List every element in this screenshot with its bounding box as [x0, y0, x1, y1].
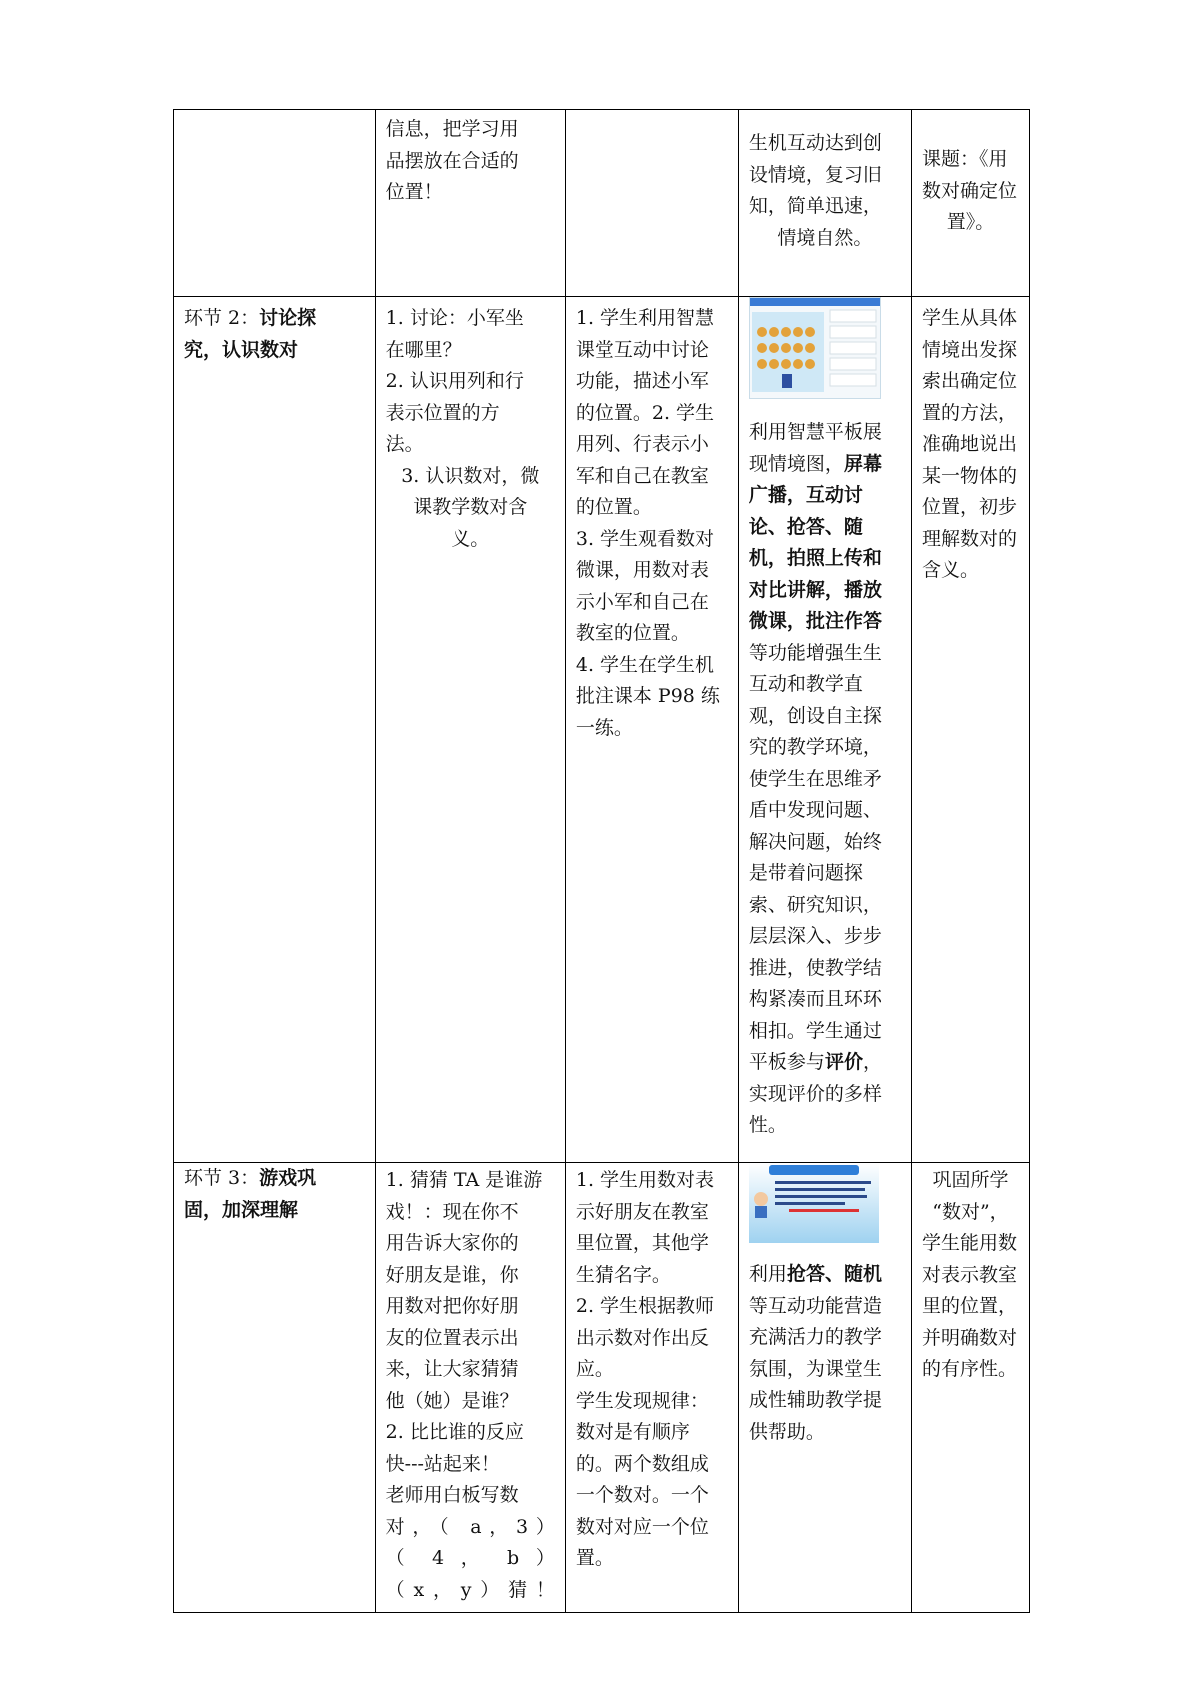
text-line: 1. 猜猜 TA 是谁游	[385, 1169, 543, 1191]
text-line: 出示数对作出反	[575, 1326, 709, 1349]
text-line: 法。	[385, 433, 424, 455]
text-line: 应。	[575, 1358, 614, 1380]
goal-cell	[911, 297, 1029, 1163]
text-line: 老师用白板写数	[385, 1484, 519, 1506]
text-line: 教室的位置。	[575, 622, 690, 644]
text-fragment: 平板参与	[748, 1051, 825, 1073]
teacher-activity-cell	[375, 110, 565, 297]
text-line: 究的教学环境，	[748, 736, 882, 758]
text-line: 表示位置的方	[385, 401, 500, 424]
phase-number: 环节 3：	[184, 1167, 260, 1189]
text-line: 构紧凑而且环环	[748, 988, 882, 1010]
text-line: 1. 学生用数对表	[575, 1169, 715, 1191]
text-line: “数对”，	[932, 1200, 1009, 1223]
text-line: （ 4 ， b ）	[385, 1547, 555, 1569]
design-intent-cell	[738, 1163, 911, 1613]
text-line: 情境自然。	[777, 226, 873, 249]
bold-fragment: 评价	[824, 1051, 863, 1073]
text-line: 2. 比比谁的反应	[385, 1421, 524, 1443]
text-line: 巩固所学	[932, 1169, 1009, 1191]
text-line: 用告诉大家你的	[385, 1232, 519, 1254]
table-row	[174, 110, 1030, 297]
text-line: 观，创设自主探	[748, 704, 882, 727]
text-line: 生猜名字。	[575, 1263, 671, 1286]
text-line: 置》。	[946, 211, 995, 233]
text-fragment: ，	[862, 1051, 882, 1073]
bold-fragment: 对比讲解，	[748, 578, 844, 601]
text-line: 是带着问题探	[748, 862, 863, 884]
text-line: 快---站起来！	[385, 1452, 500, 1475]
text-line: 示小军和自己在	[575, 590, 709, 613]
teacher-activity-cell	[375, 297, 565, 1163]
text-line: （x，y）猜！	[385, 1578, 555, 1601]
bold-fragment: 屏幕	[843, 452, 882, 475]
game-slide-image	[749, 1163, 879, 1243]
text-line: 并明确数对	[921, 1326, 1017, 1349]
text-line: 位置！	[385, 181, 443, 203]
text-line: 数对是有顺序	[575, 1421, 690, 1443]
classroom-seating-image	[750, 298, 880, 398]
text-line: 好朋友是谁，你	[385, 1263, 519, 1286]
text-line: 来，让大家猜猜	[385, 1358, 519, 1380]
lesson-plan-table	[173, 109, 1030, 1613]
text-line: 用数对把你好朋	[385, 1295, 519, 1317]
bold-fragment: 微课，	[748, 610, 806, 632]
text-line: 数对确定位	[921, 179, 1017, 202]
text-line: 理解数对的	[921, 527, 1017, 550]
phase-title-part: 究，认识数对	[184, 338, 299, 361]
bold-line: 机，拍照上传和	[748, 547, 882, 569]
text-line: 准确地说出	[921, 433, 1017, 455]
text-line: 等互动功能营造	[748, 1294, 882, 1317]
text-line: 层层深入、步步	[748, 925, 882, 947]
text-line: 1. 讨论：小军坐	[385, 307, 524, 329]
bold-line: 广播，互动讨	[748, 484, 863, 506]
bold-line: 论、抢答、随	[748, 515, 863, 538]
text-line: 义。	[451, 527, 490, 550]
text-line: 军和自己在教室	[575, 464, 709, 487]
phase-number: 环节 2：	[184, 307, 260, 329]
text-line: 性。	[748, 1114, 787, 1136]
student-activity-cell-empty	[565, 110, 738, 297]
goal-cell	[911, 1163, 1029, 1613]
phase-2-cell	[174, 297, 376, 1163]
text-line: 3. 学生观看数对	[575, 527, 715, 550]
goal-cell	[911, 110, 1029, 297]
text-line: 情境出发探	[921, 338, 1017, 361]
text-line: 数对对应一个位	[575, 1515, 709, 1538]
phase-title-part: 游戏巩	[259, 1167, 317, 1189]
phase-title-part: 讨论探	[259, 307, 317, 329]
text-line: 一练。	[575, 716, 633, 739]
text-line: 含义。	[921, 559, 979, 581]
text-line: 相扣。学生通过	[748, 1019, 882, 1042]
text-line: 实现评价的多样	[748, 1082, 882, 1105]
text-line: 4. 学生在学生机	[575, 653, 715, 676]
text-line: 信息，把学习用	[385, 118, 519, 140]
text-line: 的有序性。	[921, 1358, 1017, 1380]
text-line: 索出确定位	[921, 370, 1017, 392]
text-line: 推进，使教学结	[748, 956, 882, 979]
table-row	[174, 297, 1030, 1163]
text-line: 氛围，为课堂生	[748, 1357, 882, 1380]
text-line: 里的位置，	[921, 1295, 1017, 1317]
text-line: 解决问题，始终	[748, 830, 882, 853]
text-line: 2. 认识用列和行	[385, 370, 524, 392]
game-slide-thumbnail	[749, 1163, 879, 1243]
student-activity-cell	[565, 297, 738, 1163]
text-line: 学生从具体	[921, 307, 1017, 329]
text-line: 学生发现规律：	[575, 1389, 709, 1412]
text-line: 用列、行表示小	[575, 433, 709, 455]
text-line: 他（她）是谁？	[385, 1389, 519, 1412]
text-line: 某一物体的	[921, 464, 1017, 487]
design-intent-cell	[738, 297, 911, 1163]
text-line: 盾中发现问题、	[748, 799, 882, 821]
text-line: 课堂互动中讨论	[575, 338, 709, 361]
text-line: 位置，初步	[921, 496, 1017, 518]
phase-title-part: 固，加深理解	[184, 1198, 299, 1221]
phase-cell-empty	[174, 110, 376, 297]
text-line: 设情境，复习旧	[748, 163, 882, 186]
text-line: 置的方法，	[921, 401, 1017, 424]
text-line: 戏！：现在你不	[385, 1200, 519, 1223]
text-line: 等功能增强生生	[748, 641, 882, 664]
design-intent-cell	[738, 110, 911, 297]
text-line: 2. 学生根据教师	[575, 1295, 715, 1317]
phase-3-cell	[174, 1163, 376, 1613]
student-activity-cell	[565, 1163, 738, 1613]
text-line: 友的位置表示出	[385, 1326, 519, 1349]
text-line: 充满活力的教学	[748, 1326, 882, 1348]
bold-fragment: 批注作答	[805, 610, 882, 632]
text-line: 功能，描述小军	[575, 370, 709, 392]
text-line: 学生能用数	[921, 1232, 1017, 1254]
table-row	[174, 1163, 1030, 1613]
text-line: 利用智慧平板展	[748, 421, 882, 443]
text-line: 供帮助。	[748, 1420, 825, 1443]
text-line: 课题：《用	[921, 148, 1008, 170]
text-line: 的位置。2. 学生	[575, 401, 715, 424]
text-line: 对表示教室	[921, 1263, 1017, 1286]
text-line: 在哪里？	[385, 338, 462, 361]
teacher-activity-cell	[375, 1163, 565, 1613]
text-line: 微课，用数对表	[575, 559, 709, 581]
text-line: 1. 学生利用智慧	[575, 307, 715, 329]
text-line: 索、研究知识，	[748, 893, 882, 916]
text-line: 一个数对。一个	[575, 1484, 709, 1506]
text-line: 课教学数对含	[413, 496, 528, 518]
text-line: 对，（ a，3）	[385, 1515, 555, 1538]
text-line: 置。	[575, 1547, 614, 1569]
text-line: 里位置，其他学	[575, 1232, 709, 1254]
text-line: 3. 认识数对，微	[401, 464, 540, 487]
text-line: 的位置。	[575, 496, 652, 518]
text-fragment: 现情境图，	[748, 452, 844, 475]
tablet-screenshot-thumbnail	[749, 297, 881, 399]
text-line: 批注课本 P98 练	[575, 685, 720, 707]
text-line: 的。两个数组成	[575, 1452, 709, 1475]
text-line: 示好朋友在教室	[575, 1200, 709, 1223]
bold-fragment: 播放	[843, 578, 882, 601]
text-line: 互动和教学直	[748, 673, 863, 695]
text-line: 使学生在思维矛	[748, 767, 882, 790]
text-line: 成性辅助教学提	[748, 1389, 882, 1411]
text-line: 品摆放在合适的	[385, 149, 519, 172]
bold-fragment: 抢答、随机	[786, 1263, 882, 1285]
text-line: 生机互动达到创	[748, 132, 882, 154]
text-line: 知，简单迅速，	[748, 195, 882, 217]
text-fragment: 利用	[748, 1263, 787, 1285]
